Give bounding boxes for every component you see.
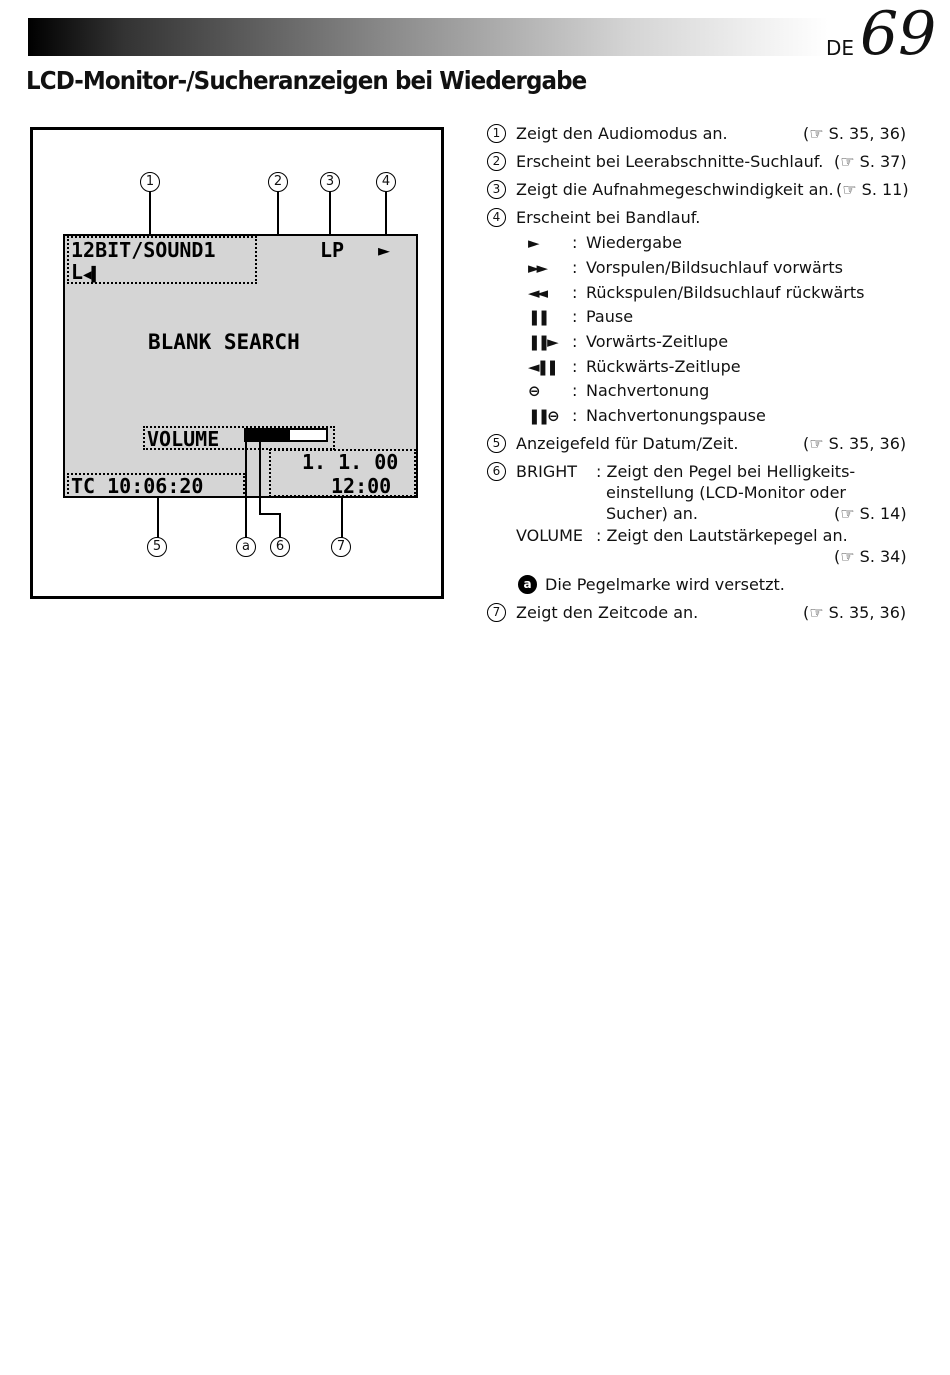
header-gradient-bar <box>28 18 828 56</box>
note-marker: a <box>518 575 537 594</box>
item-text: Anzeigefeld für Datum/Zeit. <box>516 434 739 453</box>
item-number: 5 <box>487 434 506 453</box>
leader-1 <box>149 192 151 236</box>
item-text: Zeigt die Aufnahmegeschwindigkeit an. <box>516 180 834 199</box>
leader-6c <box>279 513 281 538</box>
item-ref: (☞ S. 37) <box>834 152 907 171</box>
item-ref: (☞ S. 35, 36) <box>803 434 907 453</box>
item-ref: (☞ S. 35, 36) <box>803 603 907 622</box>
mode-colon: : <box>572 406 578 425</box>
time-display: 12:00 <box>331 474 392 498</box>
callout-6: 6 <box>270 537 290 557</box>
callout-1: 1 <box>140 172 160 192</box>
leader-a <box>245 438 247 538</box>
sound-mode: 12BIT/SOUND1 <box>71 238 216 262</box>
lcd-diagram <box>30 127 444 599</box>
item-ref: (☞ S. 35, 36) <box>803 124 907 143</box>
item-number: 3 <box>487 180 506 199</box>
tape-status: ► <box>378 238 391 262</box>
audio-dub-pause-icon: ❚❚⊖ <box>528 407 557 425</box>
mode-colon: : <box>572 258 578 277</box>
callout-4: 4 <box>376 172 396 192</box>
item-ref: (☞ S. 11) <box>836 180 909 199</box>
item-text: Zeigt den Zeitcode an. <box>516 603 699 622</box>
leader-6b <box>259 513 281 515</box>
mode-desc: Rückspulen/Bildsuchlauf rückwärts <box>586 283 865 302</box>
item-text: Zeigt den Audiomodus an. <box>516 124 728 143</box>
fast-forward-icon: ►► <box>528 259 546 277</box>
mode-desc: Rückwärts-Zeitlupe <box>586 357 741 376</box>
item-ref: (☞ S. 14) <box>834 504 907 523</box>
audio-dub-icon: ⊖ <box>528 382 541 400</box>
callout-7: 5 <box>147 537 167 557</box>
item-ref: (☞ S. 34) <box>834 547 907 566</box>
bright-desc: : Zeigt den Pegel bei Helligkeits- <box>596 462 856 481</box>
audio-channel: L◀▌ <box>71 260 100 284</box>
mode-colon: : <box>572 332 578 351</box>
volume-level-bar <box>244 428 328 442</box>
item-number: 1 <box>487 124 506 143</box>
leader-7 <box>157 498 159 538</box>
leader-6a <box>259 442 261 514</box>
callout-3: 3 <box>320 172 340 192</box>
volume-desc: : Zeigt den Lautstärkepegel an. <box>596 526 848 545</box>
rewind-icon: ◄◄ <box>528 284 546 302</box>
item-number: 2 <box>487 152 506 171</box>
mode-desc: Nachvertonungspause <box>586 406 766 425</box>
mode-desc: Pause <box>586 307 634 326</box>
leader-4 <box>385 192 387 236</box>
item-number: 6 <box>487 462 506 481</box>
lcd-screen <box>63 234 418 498</box>
tape-speed: LP <box>320 238 345 262</box>
timecode: TC 10:06:20 <box>71 474 204 498</box>
leader-3 <box>329 192 331 236</box>
speaker-icon: ◀▌ <box>83 267 100 283</box>
mode-colon: : <box>572 357 578 376</box>
mode-colon: : <box>572 233 578 252</box>
page-language: DE <box>826 36 855 60</box>
blank-search: BLANK SEARCH <box>148 330 300 354</box>
item-text: BRIGHT <box>516 462 578 481</box>
play-icon: ► <box>528 234 540 252</box>
date-display: 1. 1. 00 <box>302 450 399 474</box>
mode-desc: Vorwärts-Zeitlupe <box>586 332 729 351</box>
pause-icon: ❚❚ <box>528 308 548 326</box>
page-title: LCD-Monitor-/Sucheranzeigen bei Wiedergabe <box>26 66 587 95</box>
mode-colon: : <box>572 283 578 302</box>
callout-a: a <box>236 537 256 557</box>
volume-label: VOLUME <box>147 427 220 451</box>
bright-desc: Sucher) an. <box>606 504 699 523</box>
leader-5 <box>341 498 343 538</box>
reverse-slow-icon: ◄❚❚ <box>528 358 556 376</box>
item-number: 7 <box>487 603 506 622</box>
bright-desc: einstellung (LCD-Monitor oder <box>606 483 846 502</box>
forward-slow-icon: ❚❚► <box>528 333 556 351</box>
item-number: 4 <box>487 208 506 227</box>
volume-label: VOLUME <box>516 526 583 545</box>
mode-colon: : <box>572 381 578 400</box>
item-text: Erscheint bei Leerabschnitte-Suchlauf. <box>516 152 824 171</box>
callout-5: 7 <box>331 537 351 557</box>
page-number: 69 <box>860 0 937 69</box>
mode-desc: Wiedergabe <box>586 233 683 252</box>
mode-colon: : <box>572 307 578 326</box>
item-text: Erscheint bei Bandlauf. <box>516 208 701 227</box>
mode-desc: Vorspulen/Bildsuchlauf vorwärts <box>586 258 843 277</box>
callout-2: 2 <box>268 172 288 192</box>
volume-level-fill <box>246 430 290 440</box>
note-text: Die Pegelmarke wird versetzt. <box>545 575 785 594</box>
mode-desc: Nachvertonung <box>586 381 710 400</box>
